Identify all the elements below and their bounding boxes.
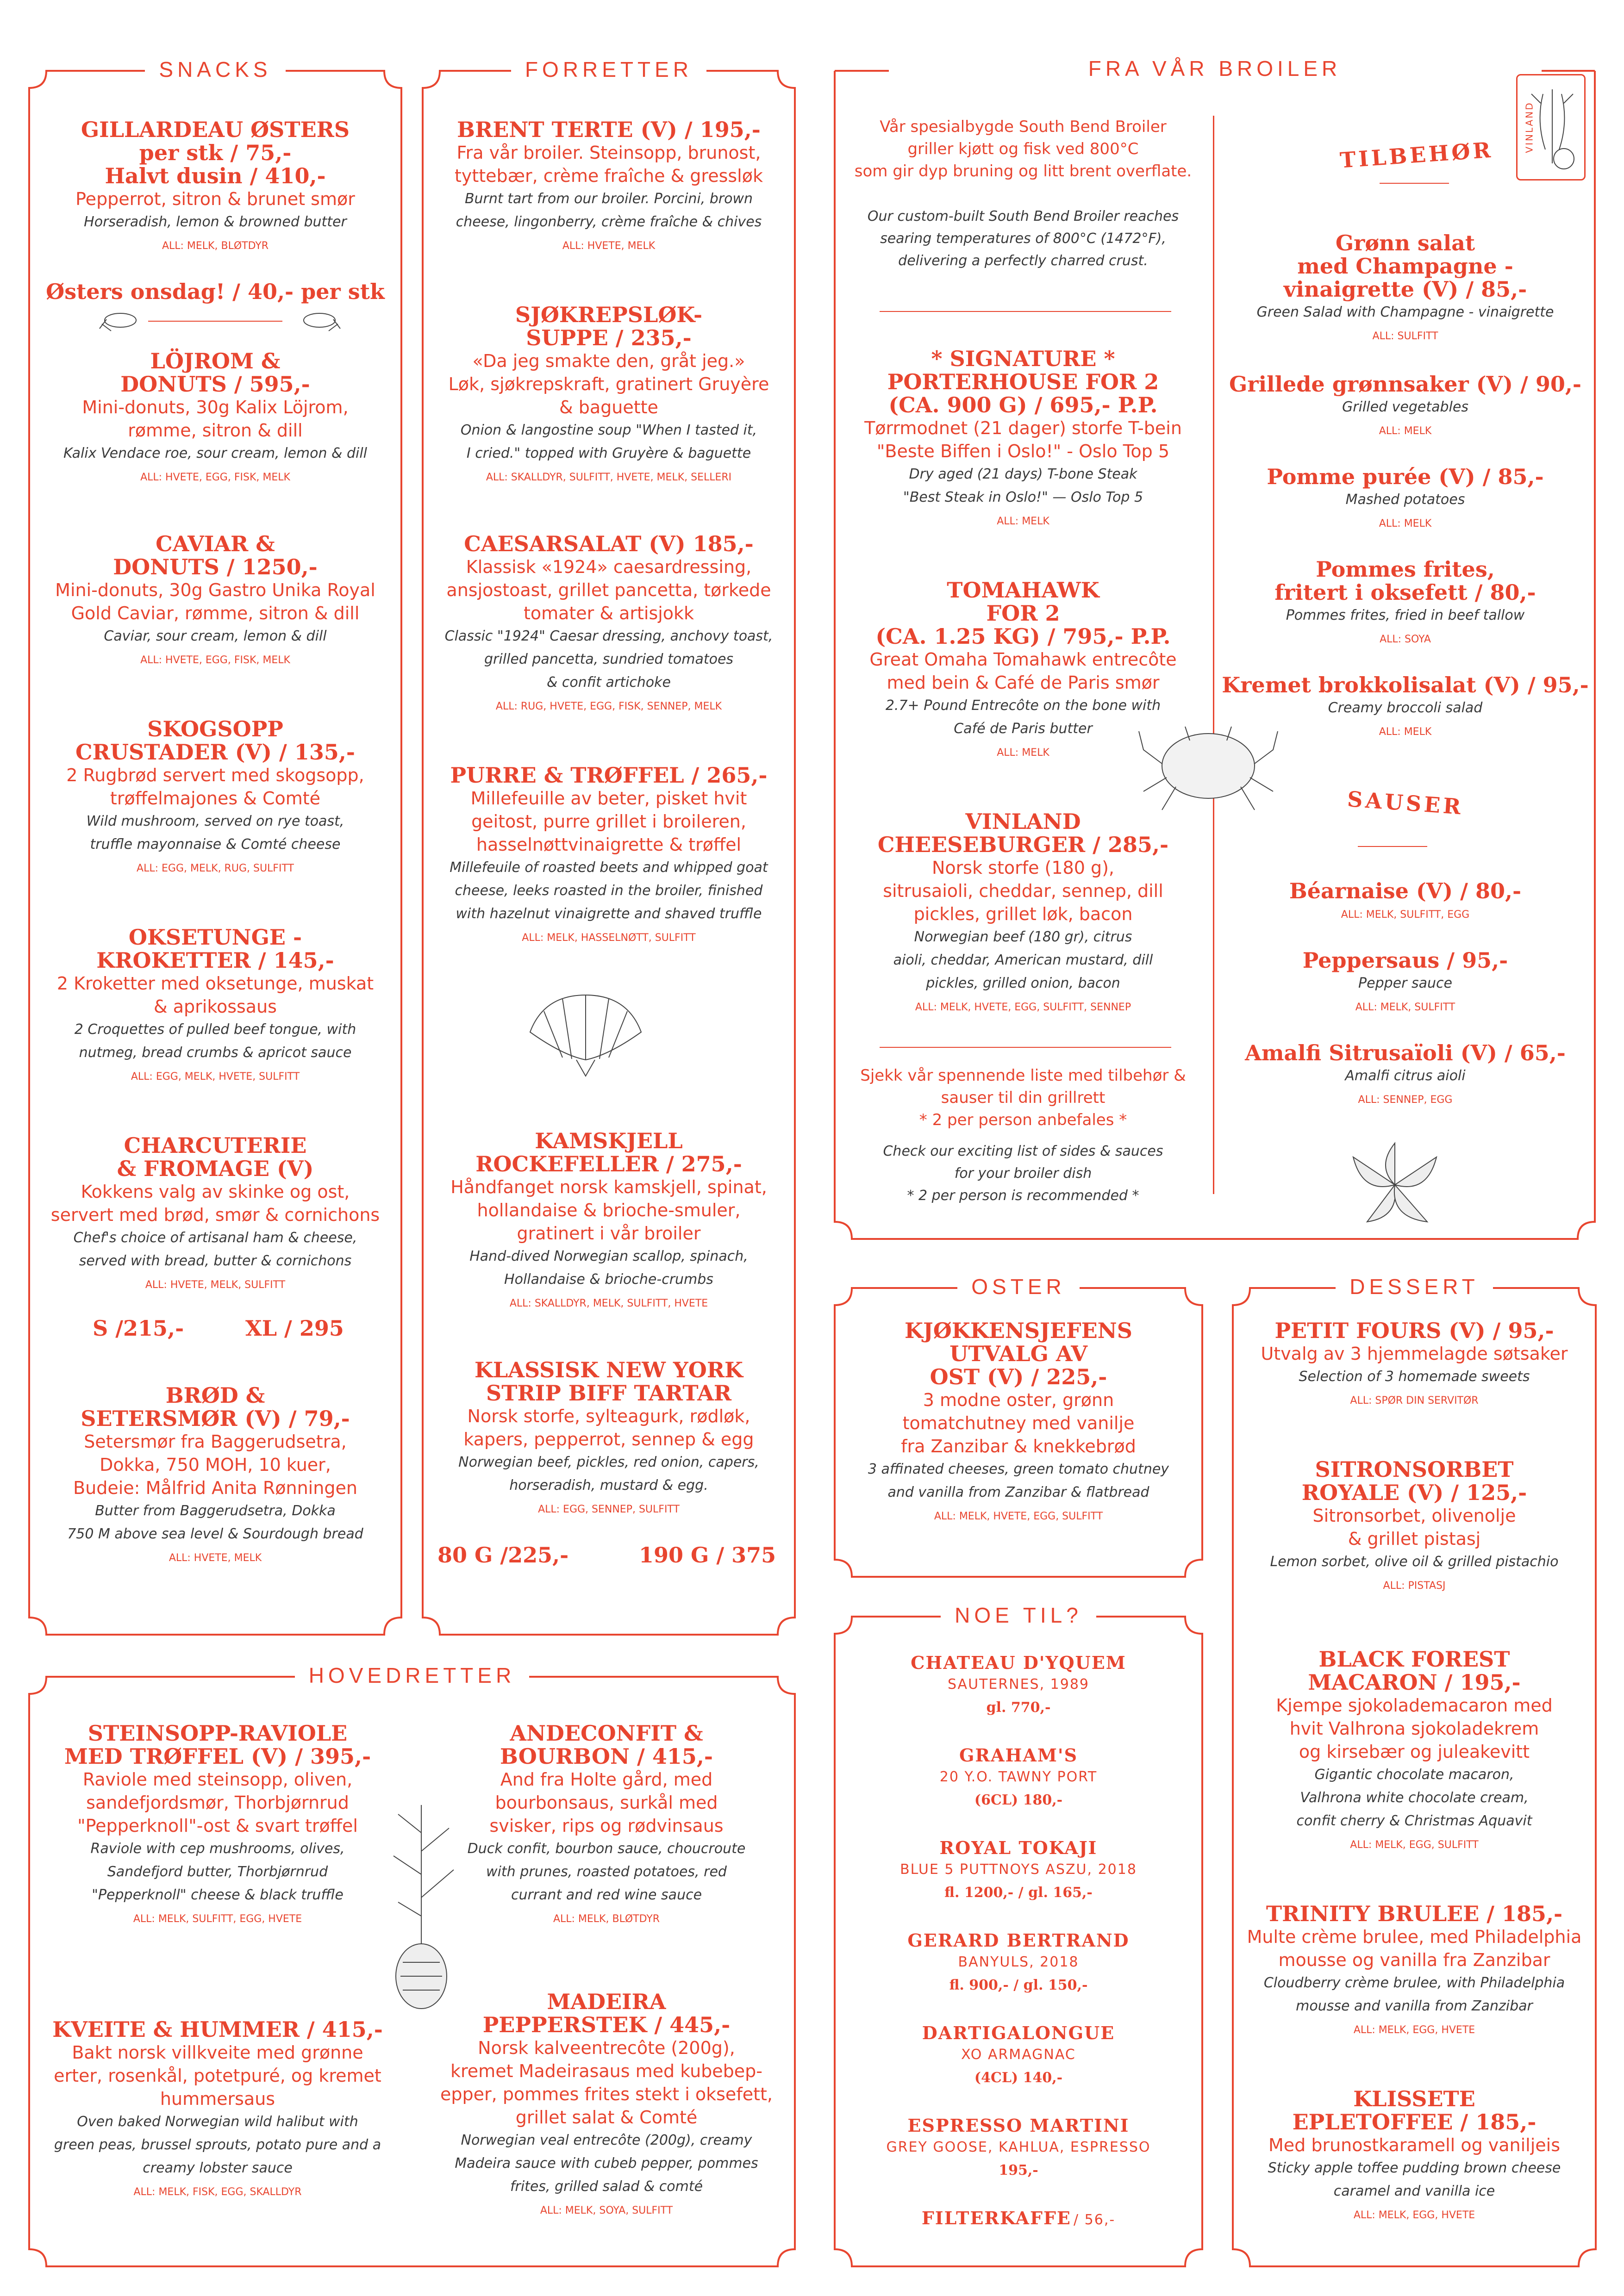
side-item: Pomme purée (V) / 85,- Mashed potatoes ALL: MELK: [1267, 464, 1544, 529]
menu-item: KVEITE & HUMMER / 415,- Bakt norsk villkveite med grønne erter, rosenkål, potetpuré, og kremet hummersaus Oven baked Norwegian wild halibut with green peas, brussel sprouts, potato pure and a creamy lobster sauce ALL: MELK, FISK, EGG, SKALLDYR: [52, 2017, 383, 2198]
divider: [880, 1047, 1171, 1048]
menu-item: BRENT TERTE (V) / 195,- Fra vår broiler. Steinsopp, brunost, tyttebær, crème fraîche & gressløk Burnt tart from our broiler. Porcini, brown cheese, lingonberry, crème fraîche & chives ALL: HVETE, MELK: [454, 117, 763, 252]
menu-item: STEINSOPP-RAVIOLE MED TRØFFEL (V) / 395,- Raviole med steinsopp, oliven, sandefjordsmør, Thorbjørnrud "Pepperknoll"-ost & svart trøffel Raviole with cep mushrooms, olives, Sandefjord butter, Thorbjørnrud "Pepperknoll" cheese & black truffle ALL: MELK, SULFITT, EGG, HVETE: [64, 1721, 371, 1925]
price-80g: 80 G /225,-: [437, 1543, 569, 1568]
menu-item: BLACK FOREST MACARON / 195,- Kjempe sjokolademacaron med hvit Valhrona sjokoladekrem og kirsebær og juleakevitt Gigantic chocolate macaron, Valhrona white chocolate cream, confit cherry & Christmas Aquavit ALL: MELK, EGG, SULFITT: [1276, 1647, 1553, 1851]
oyster-wednesday: Østers onsdag! / 40,- per stk: [46, 279, 385, 304]
side-item: Grillede grønnsaker (V) / 90,- Grilled vegetables ALL: MELK: [1229, 372, 1581, 437]
broiler-title: FRA VÅR BROILER: [1074, 56, 1355, 81]
menu-item: PURRE & TRØFFEL / 265,- Millefeuille av beter, pisket hvit geitost, purre grillet i broileren, hasselnøttvinaigrette & trøffel Millefeuile of roasted beets and whipped goat cheese, leeks roasted in the broiler, finished with hazelnut vinaigrette and shaved truffle ALL: MELK, HASSELNØTT, SULFITT: [450, 763, 768, 944]
price-xl: XL / 295: [245, 1316, 344, 1341]
broiler-outro-no: Sjekk vår spennende liste med tilbehør & sauser til din grillrett * 2 per person anbefales *: [860, 1066, 1186, 1129]
stamp-label: VINLAND: [1524, 101, 1535, 153]
side-item: Grønn salat med Champagne - vinaigrette (V) / 85,- Green Salad with Champagne - vinaigrette ALL: SULFITT: [1256, 230, 1554, 342]
forretter-panel: [421, 57, 796, 1636]
menu-item: GILLARDEAU ØSTERS per stk / 75,- Halvt dusin / 410,- Pepperrot, sitron & brunet smør Horseradish, lemon & browned butter ALL: MELK, BLØTDYR: [75, 117, 355, 252]
menu-item: LÖJROM & DONUTS / 595,- Mini-donuts, 30g Kalix Löjrom, rømme, sitron & dill Kalix Vendace roe, sour cream, lemon & dill ALL: HVETE, EGG, FISK, MELK: [63, 348, 368, 483]
menu-item: SKOGSOPP CRUSTADER (V) / 135,- 2 Rugbrød servert med skogsopp, trøffelmajones & Comté Wild mushroom, served on rye toast, truffle mayonnaise & Comté cheese ALL: EGG, MELK, RUG, SULFITT: [66, 716, 364, 874]
noetil-title: NOE TIL?: [941, 1603, 1096, 1627]
herb-illustration: [1335, 1139, 1455, 1231]
sauser-title: SAUSER: [1346, 786, 1464, 820]
divider: [1380, 183, 1449, 184]
snacks-title: SNACKS: [145, 57, 285, 81]
menu-item: OKSETUNGE - KROKETTER / 145,- 2 Kroketter med oksetunge, muskat & aprikossaus 2 Croquettes of pulled beef tongue, with nutmeg, bread crumbs & apricot sauce ALL: EGG, MELK, HVETE, SULFITT: [56, 925, 374, 1083]
hovedretter-panel: [28, 1663, 796, 2268]
forretter-title: FORRETTER: [511, 57, 706, 81]
drink-item: CHATEAU D'YQUEM SAUTERNES, 1989 gl. 770,-: [911, 1652, 1126, 1716]
sauce-item: Béarnaise (V) / 80,- ALL: MELK, SULFITT, EGG: [1289, 878, 1522, 921]
menu-item: * SIGNATURE * PORTERHOUSE FOR 2 (CA. 900 G) / 695,- P.P. Tørrmodnet (21 dager) storfe T-bein "Beste Biffen i Oslo!" - Oslo Top 5 Dry aged (21 days) T-bone Steak "Best Steak in Oslo!" — Oslo Top 5 ALL: MELK: [864, 346, 1182, 527]
drink-item: DARTIGALONGUE XO ARMAGNAC (4CL) 140,-: [922, 2022, 1115, 2086]
sauce-item: Amalfi Sitrusaïoli (V) / 65,- Amalfi citrus aioli ALL: SENNEP, EGG: [1245, 1040, 1566, 1106]
dessert-title: DESSERT: [1336, 1275, 1493, 1299]
price-s: S /215,-: [93, 1316, 184, 1341]
drink-item: ESPRESSO MARTINI GREY GOOSE, KAHLUA, ESPRESSO 195,-: [886, 2115, 1151, 2178]
menu-item: KAMSKJELL ROCKEFELLER / 275,- Håndfanget norsk kamskjell, spinat, hollandaise & brioche-smuler, gratinert i vår broiler Hand-dived Norwegian scallop, spinach, Hollandaise & brioche-crumbs ALL: SKALLDYR, MELK, SULFITT, HVETE: [450, 1128, 767, 1309]
hovedretter-title: HOVEDRETTER: [295, 1663, 530, 1687]
menu-item: KJØKKENSJEFENS UTVALG AV OST (V) / 225,- 3 modne oster, grønn tomatchutney med vanilje fra Zanzibar & knekkebrød 3 affinated cheeses, green tomato chutney and vanilla from Zanzibar & flatbread ALL: MELK, HVETE, EGG, SULFITT: [868, 1318, 1169, 1522]
side-item: Pommes frites, fritert i oksefett / 80,- Pommes frites, fried in beef tallow ALL: SOYA: [1274, 557, 1536, 645]
broiler-panel: [833, 56, 1596, 1240]
menu-item: KLISSETE EPLETOFFEE / 185,- Med brunostkaramell og vaniljeis Sticky apple toffee pudding brown cheese caramel and vanilla ice ALL: MELK, EGG, HVETE: [1268, 2086, 1561, 2221]
drink-item: FILTERKAFFE / 56,-: [921, 2208, 1116, 2228]
oyster-left-icon: [97, 310, 139, 333]
menu-item: TRINITY BRULEE / 185,- Multe crème brulee, med Philadelphia mousse og vanilla fra Zanzibar Cloudberry crème brulee, with Philadelphia mousse and vanilla from Zanzibar ALL: MELK, EGG, HVETE: [1247, 1901, 1582, 2036]
menu-item: CAESARSALAT (V) 185,- Klassisk «1924» caesardressing, ansjostoast, grillet pancetta, tørkede tomater & artisjokk Classic "1924" Caesar dressing, anchovy toast, grilled pancetta, sundried tomatoes & confit artichoke ALL: RUG, HVETE, EGG, FISK, SENNEP, MELK: [444, 531, 773, 712]
broiler-intro-en: Our custom-built South Bend Broiler reaches searing temperatures of 800°C (1472°F), delivering a perfectly charred crust.: [867, 208, 1179, 269]
scallop-illustration: [516, 986, 655, 1078]
divider: [1358, 846, 1427, 847]
menu-item: ANDECONFIT & BOURBON / 415,- And fra Holte gård, med bourbonsaus, surkål med svisker, rips og rødvinsaus Duck confit, bourbon sauce, choucroute with prunes, roasted potatoes, red currant and red wine sauce ALL: MELK, BLØTDYR: [467, 1721, 746, 1925]
vinland-stamp: [1516, 74, 1586, 180]
menu-item: PETIT FOURS (V) / 95,- Utvalg av 3 hjemmelagde søtsaker Selection of 3 homemade sweets ALL: SPØR DIN SERVITØR: [1261, 1318, 1568, 1406]
menu-item: KLASSISK NEW YORK STRIP BIFF TARTAR Norsk storfe, sylteagurk, rødløk, kapers, pepperrot, sennep & egg Norwegian beef, pickles, red onion, capers, horseradish, mustard & egg. ALL: EGG, SENNEP, SULFITT: [458, 1357, 759, 1515]
menu-item: CAVIAR & DONUTS / 1250,- Mini-donuts, 30g Gastro Unika Royal Gold Caviar, rømme, sitron & dill Caviar, sour cream, lemon & dill ALL: HVETE, EGG, FISK, MELK: [55, 531, 375, 666]
menu-item: CHARCUTERIE & FROMAGE (V) Kokkens valg av skinke og ost, servert med brød, smør & cornichons Chef's choice of artisanal ham & cheese, served with bread, butter & cornichons ALL: HVETE, MELK, SULFITT: [50, 1133, 380, 1291]
drink-item: GRAHAM'S 20 Y.O. TAWNY PORT (6CL) 180,-: [939, 1745, 1098, 1808]
noetil-panel: [833, 1603, 1204, 2268]
oster-panel: [833, 1275, 1204, 1578]
oster-title: OSTER: [957, 1275, 1079, 1299]
plant-illustration: [380, 1796, 463, 2013]
price-190g: 190 G / 375: [639, 1543, 776, 1568]
tilbehor-title: TILBEHØR: [1339, 137, 1494, 173]
menu-item: MADEIRA PEPPERSTEK / 445,- Norsk kalveentrecôte (200g), kremet Madeirasaus med kubebep- epper, pommes frites stekt i oksefett, grillet salat & Comté Norwegian veal entrecôte (200g), creamy Madeira sauce with cubeb pepper, pommes frites, grilled salad & comté ALL: MELK, SOYA, SULFITT: [440, 1989, 773, 2216]
side-item: Kremet brokkolisalat (V) / 95,- Creamy broccoli salad ALL: MELK: [1222, 672, 1589, 738]
broiler-outro-en: Check our exciting list of sides & sauces for your broiler dish * 2 per person is recommended *: [883, 1143, 1163, 1204]
menu-item: SJØKREPSLØK- SUPPE / 235,- «Da jeg smakte den, gråt jeg.» Løk, sjøkrepskraft, gratinert Gruyère & baguette Onion & langostine soup "When I tasted it, I cried." topped with Gruyère & baguette ALL: SKALLDYR, SULFITT, HVETE, MELK, SELLERI: [448, 302, 769, 483]
menu-item: TOMAHAWK FOR 2 (CA. 1.25 KG) / 795,- P.P. Great Omaha Tomahawk entrecôte med bein & Café de Paris smør 2.7+ Pound Entrecôte on the bone with Café de Paris butter ALL: MELK: [869, 578, 1177, 759]
oyster-right-icon: [301, 310, 343, 333]
sauce-item: Peppersaus / 95,- Pepper sauce ALL: MELK, SULFITT: [1302, 948, 1508, 1013]
menu-item: BRØD & SETERSMØR (V) / 79,- Setersmør fra Baggerudsetra, Dokka, 750 MOH, 10 kuer, Budeie: Målfrid Anita Rønningen Butter from Baggerudsetra, Dokka 750 M above sea level & Sourdough bread ALL: HVETE, MELK: [67, 1383, 363, 1564]
divider: [880, 311, 1171, 312]
sauser-title-wrap: [1214, 786, 1596, 820]
menu-item: VINLAND CHEESEBURGER / 285,- Norsk storfe (180 g), sitrusaioli, cheddar, sennep, dill pickles, grillet løk, bacon Norwegian beef (180 gr), citrus aioli, cheddar, American mustard, dill pickles, grilled onion, bacon ALL: MELK, HVETE, EGG, SULFITT, SENNEP: [877, 809, 1169, 1013]
dessert-panel: [1231, 1275, 1597, 2268]
snacks-panel: [28, 57, 403, 1636]
menu-item: SITRONSORBET ROYALE (V) / 125,- Sitronsorbet, olivenolje & grillet pistasj Lemon sorbet, olive oil & grilled pistachio ALL: PISTASJ: [1270, 1457, 1559, 1592]
drink-item: GERARD BERTRAND BANYULS, 2018 fl. 900,- / gl. 150,-: [907, 1930, 1130, 1993]
divider: [148, 321, 282, 322]
broiler-intro-no: Vår spesialbygde South Bend Broiler griller kjøtt og fisk ved 800°C som gir dyp bruning og litt brent overflate.: [854, 118, 1192, 180]
drink-item: ROYAL TOKAJI BLUE 5 PUTTNOYS ASZU, 2018 fl. 1200,- / gl. 165,-: [900, 1837, 1137, 1901]
